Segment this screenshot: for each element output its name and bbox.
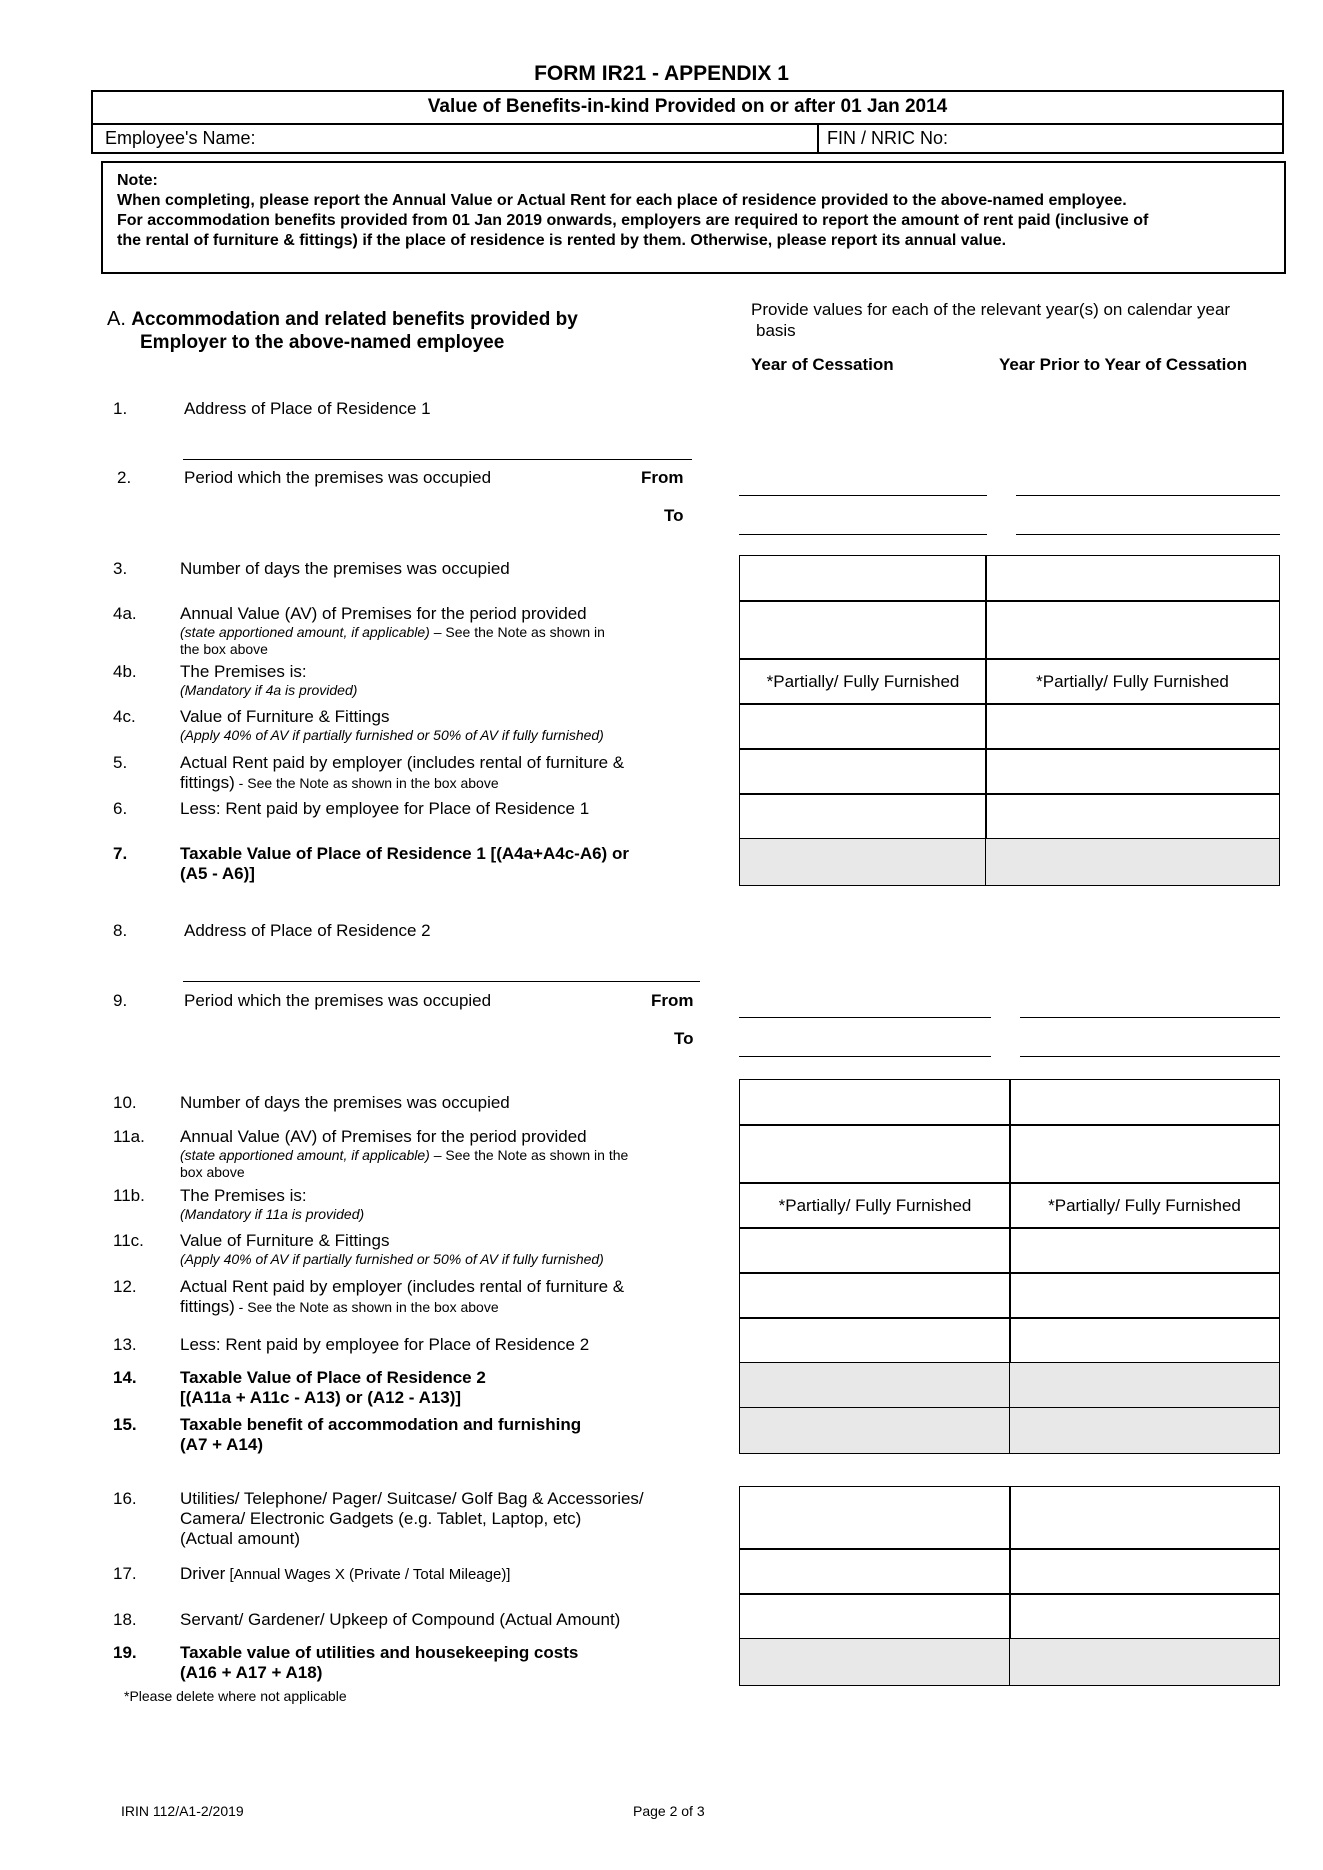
item-11a-italic: (state apportioned amount, if applicable) [180, 1147, 430, 1163]
item-7-number: 7. [113, 844, 128, 863]
accom-total-col1[interactable] [739, 1407, 1011, 1454]
item-4a-number: 4a. [113, 604, 137, 623]
item-11b-label [180, 1186, 364, 1223]
item-11a-number: 11a. [113, 1127, 145, 1146]
header-box [91, 90, 1284, 154]
item-9-label: Period which the premises was occupied [184, 991, 492, 1010]
item-16-text-b: Camera/ Electronic Gadgets (e.g. Tablet, Laptop, etc) [180, 1509, 582, 1528]
r2-days-col1[interactable] [739, 1079, 1011, 1126]
form-subtitle: Value of Benefits-in-kind Provided on or after 01 Jan 2014 [427, 96, 948, 117]
note-line-3: the rental of furniture & fittings) if the place of residence is rented by them. Otherwise, please report its annual value. [117, 232, 1007, 249]
item-4a-text: Annual Value (AV) of Premises for the period provided [180, 604, 587, 623]
item-12-text-b: fittings) [180, 1297, 235, 1316]
item-4a-see-note-2: the box above [180, 641, 268, 657]
item-4b-text: The Premises is: [180, 662, 307, 681]
item-4a-italic: (state apportioned amount, if applicable) [180, 624, 430, 640]
item-16-number: 16. [113, 1489, 137, 1508]
item-16-text-a: Utilities/ Telephone/ Pager/ Suitcase/ Golf Bag & Accessories/ [180, 1489, 644, 1508]
item-15-text-a: Taxable benefit of accommodation and furnishing [180, 1415, 582, 1434]
footer-form-code: IRIN 112/A1-2/2019 [121, 1803, 244, 1819]
item-9-from: From [651, 991, 694, 1010]
section-a-title-line1: Accommodation and related benefits provided by [131, 309, 578, 330]
item-11b-sub: (Mandatory if 11a is provided) [180, 1206, 365, 1222]
item-19-text-a: Taxable value of utilities and housekeeping costs [180, 1643, 579, 1662]
r1-from-col1[interactable] [739, 495, 987, 496]
item-11c-number: 11c. [113, 1231, 144, 1250]
section-a-letter: A. [107, 308, 126, 330]
item-17-text: Driver [180, 1564, 226, 1583]
util-total-col1[interactable] [739, 1638, 1011, 1686]
r2-to-col2[interactable] [1020, 1056, 1280, 1057]
r1-rent-col1[interactable] [739, 748, 987, 795]
item-3-label: Number of days the premises was occupied [180, 559, 510, 578]
item-2-from: From [641, 468, 684, 487]
item-13-label: Less: Rent paid by employee for Place of Residence 2 [180, 1335, 590, 1354]
item-4c-text: Value of Furniture & Fittings [180, 707, 390, 726]
item-19-label [180, 1643, 578, 1683]
item-3-number: 3. [113, 559, 128, 578]
item-18-label: Servant/ Gardener/ Upkeep of Compound (Actual Amount) [180, 1610, 621, 1629]
r1-less-col1[interactable] [739, 793, 987, 840]
item-11a-see-note: – See the Note as shown in the [429, 1147, 629, 1163]
r1-less-col2[interactable] [985, 793, 1280, 840]
servant-col1[interactable] [739, 1593, 1011, 1640]
item-19-text-b: (A16 + A17 + A18) [180, 1663, 323, 1682]
footer-page-number: Page 2 of 3 [633, 1803, 705, 1819]
item-15-number: 15. [113, 1415, 137, 1434]
r2-furniture-col2[interactable] [1009, 1227, 1280, 1274]
r2-av-col2[interactable] [1009, 1124, 1280, 1184]
item-5-see-note: - See the Note as shown in the box above [234, 775, 499, 791]
note-heading: Note: [117, 172, 158, 189]
item-13-number: 13. [113, 1335, 137, 1354]
item-11c-label [180, 1231, 604, 1268]
r1-furniture-col2[interactable] [985, 703, 1280, 750]
item-4c-sub: (Apply 40% of AV if partially furnished or 50% of AV if fully furnished) [180, 727, 604, 743]
item-12-label [180, 1277, 624, 1317]
col-year-prior: Year Prior to Year of Cessation [999, 355, 1248, 374]
item-12-see-note: - See the Note as shown in the box above [234, 1299, 499, 1315]
item-2-label: Period which the premises was occupied [184, 468, 492, 487]
item-1-number: 1. [113, 399, 128, 418]
item-14-label [180, 1368, 486, 1408]
item-17-number: 17. [113, 1564, 137, 1583]
item-12-text-a: Actual Rent paid by employer (includes rental of furniture & [180, 1277, 625, 1296]
provide-values-line1: Provide values for each of the relevant year(s) on calendar year [751, 300, 1231, 319]
item-11a-text: Annual Value (AV) of Premises for the period provided [180, 1127, 587, 1146]
r1-from-col2[interactable] [1016, 495, 1280, 496]
address-2-line [183, 981, 700, 982]
item-14-text-b: [(A11a + A11c - A13) or (A12 - A13)] [180, 1388, 462, 1407]
item-7-text-b: (A5 - A6)] [180, 864, 255, 883]
section-a-title-line2: Employer to the above-named employee [140, 332, 505, 353]
item-1-label: Address of Place of Residence 1 [184, 399, 431, 418]
provide-values-note [751, 299, 1230, 341]
r1-furniture-col1[interactable] [739, 703, 987, 750]
driver-col1[interactable] [739, 1548, 1011, 1595]
item-11c-text: Value of Furniture & Fittings [180, 1231, 390, 1250]
item-11b-number: 11b. [113, 1186, 145, 1205]
item-4a-label [180, 604, 605, 658]
r2-from-col2[interactable] [1020, 1017, 1280, 1018]
item-11c-sub: (Apply 40% of AV if partially furnished or 50% of AV if fully furnished) [180, 1251, 604, 1267]
r2-rent-col2[interactable] [1009, 1272, 1280, 1319]
r2-furnished-col1[interactable]: *Partially/ Fully Furnished [739, 1182, 1011, 1229]
util-col1[interactable] [739, 1486, 1011, 1550]
item-7-text-a: Taxable Value of Place of Residence 1 [(A4a+A4c-A6) or [180, 844, 629, 863]
servant-col2[interactable] [1009, 1593, 1280, 1640]
item-14-number: 14. [113, 1368, 137, 1387]
section-a-title [107, 308, 578, 354]
item-4b-sub: (Mandatory if 4a is provided) [180, 682, 358, 698]
item-9-to: To [674, 1029, 694, 1048]
r1-taxable-col1[interactable] [739, 838, 987, 886]
employee-name-label: Employee's Name: [105, 128, 256, 148]
item-5-label [180, 753, 624, 793]
item-10-label: Number of days the premises was occupied [180, 1093, 510, 1112]
item-14-text-a: Taxable Value of Place of Residence 2 [180, 1368, 486, 1387]
item-15-label [180, 1415, 581, 1455]
r1-to-col2[interactable] [1016, 534, 1280, 535]
r1-furnished-col2[interactable]: *Partially/ Fully Furnished [985, 658, 1280, 705]
r2-taxable-col2[interactable] [1009, 1362, 1280, 1409]
util-col2[interactable] [1009, 1486, 1280, 1550]
footnote: *Please delete where not applicable [124, 1688, 347, 1704]
item-16-text-c: (Actual amount) [180, 1529, 300, 1548]
r1-days-col2[interactable] [985, 555, 1280, 602]
item-6-label: Less: Rent paid by employee for Place of Residence 1 [180, 799, 590, 818]
util-total-col2[interactable] [1009, 1638, 1280, 1686]
form-title: FORM IR21 - APPENDIX 1 [534, 62, 789, 85]
col-year-of-cessation: Year of Cessation [751, 355, 894, 374]
r2-furnished-col2[interactable]: *Partially/ Fully Furnished [1009, 1182, 1280, 1229]
item-10-number: 10. [113, 1093, 137, 1112]
r1-to-col1[interactable] [739, 534, 987, 535]
item-8-number: 8. [113, 921, 128, 940]
item-17-sub: [Annual Wages X (Private / Total Mileage)] [225, 1566, 511, 1583]
address-1-line [183, 459, 692, 460]
item-4c-number: 4c. [113, 707, 136, 726]
r1-taxable-col2[interactable] [985, 838, 1280, 886]
item-4b-number: 4b. [113, 662, 137, 681]
item-12-number: 12. [113, 1277, 137, 1296]
r2-days-col2[interactable] [1009, 1079, 1280, 1126]
fin-nric-label: FIN / NRIC No: [827, 128, 949, 148]
driver-col2[interactable] [1009, 1548, 1280, 1595]
r2-furniture-col1[interactable] [739, 1227, 1011, 1274]
item-8-label: Address of Place of Residence 2 [184, 921, 431, 940]
item-2-number: 2. [117, 468, 132, 487]
item-9-number: 9. [113, 991, 128, 1010]
item-4a-see-note: – See the Note as shown in [429, 624, 605, 640]
item-2-to: To [664, 506, 684, 525]
r1-furnished-col1[interactable]: *Partially/ Fully Furnished [739, 658, 987, 705]
note-box [101, 161, 1286, 274]
item-19-number: 19. [113, 1643, 137, 1662]
item-15-text-b: (A7 + A14) [180, 1435, 263, 1454]
provide-values-line2: basis [756, 321, 796, 340]
r1-rent-col2[interactable] [985, 748, 1280, 795]
r2-av-col1[interactable] [739, 1124, 1011, 1184]
r2-taxable-col1[interactable] [739, 1362, 1011, 1409]
item-16-label [180, 1489, 644, 1549]
r2-less-col1[interactable] [739, 1317, 1011, 1364]
item-4c-label [180, 707, 604, 744]
item-7-label [180, 844, 629, 884]
item-5-text-a: Actual Rent paid by employer (includes rental of furniture & [180, 753, 625, 772]
r1-days-col1[interactable] [739, 555, 987, 602]
item-5-number: 5. [113, 753, 128, 772]
item-18-number: 18. [113, 1610, 137, 1629]
r2-to-col1[interactable] [739, 1056, 991, 1057]
r2-from-col1[interactable] [739, 1017, 991, 1018]
r2-less-col2[interactable] [1009, 1317, 1280, 1364]
item-4b-label [180, 662, 357, 699]
item-11a-label [180, 1127, 628, 1181]
r1-av-col1[interactable] [739, 600, 987, 660]
item-5-text-b: fittings) [180, 773, 235, 792]
r1-av-col2[interactable] [985, 600, 1280, 660]
note-line-2: For accommodation benefits provided from 01 Jan 2019 onwards, employers are required to report the amount of rent paid (inclusive of [117, 212, 1149, 229]
item-17-label [180, 1564, 510, 1585]
item-11b-text: The Premises is: [180, 1186, 307, 1205]
item-11a-see-note-2: box above [180, 1164, 245, 1180]
r2-rent-col1[interactable] [739, 1272, 1011, 1319]
accom-total-col2[interactable] [1009, 1407, 1280, 1454]
item-6-number: 6. [113, 799, 128, 818]
note-line-1: When completing, please report the Annual Value or Actual Rent for each place of residence provided to the above-named employee. [117, 192, 1127, 209]
